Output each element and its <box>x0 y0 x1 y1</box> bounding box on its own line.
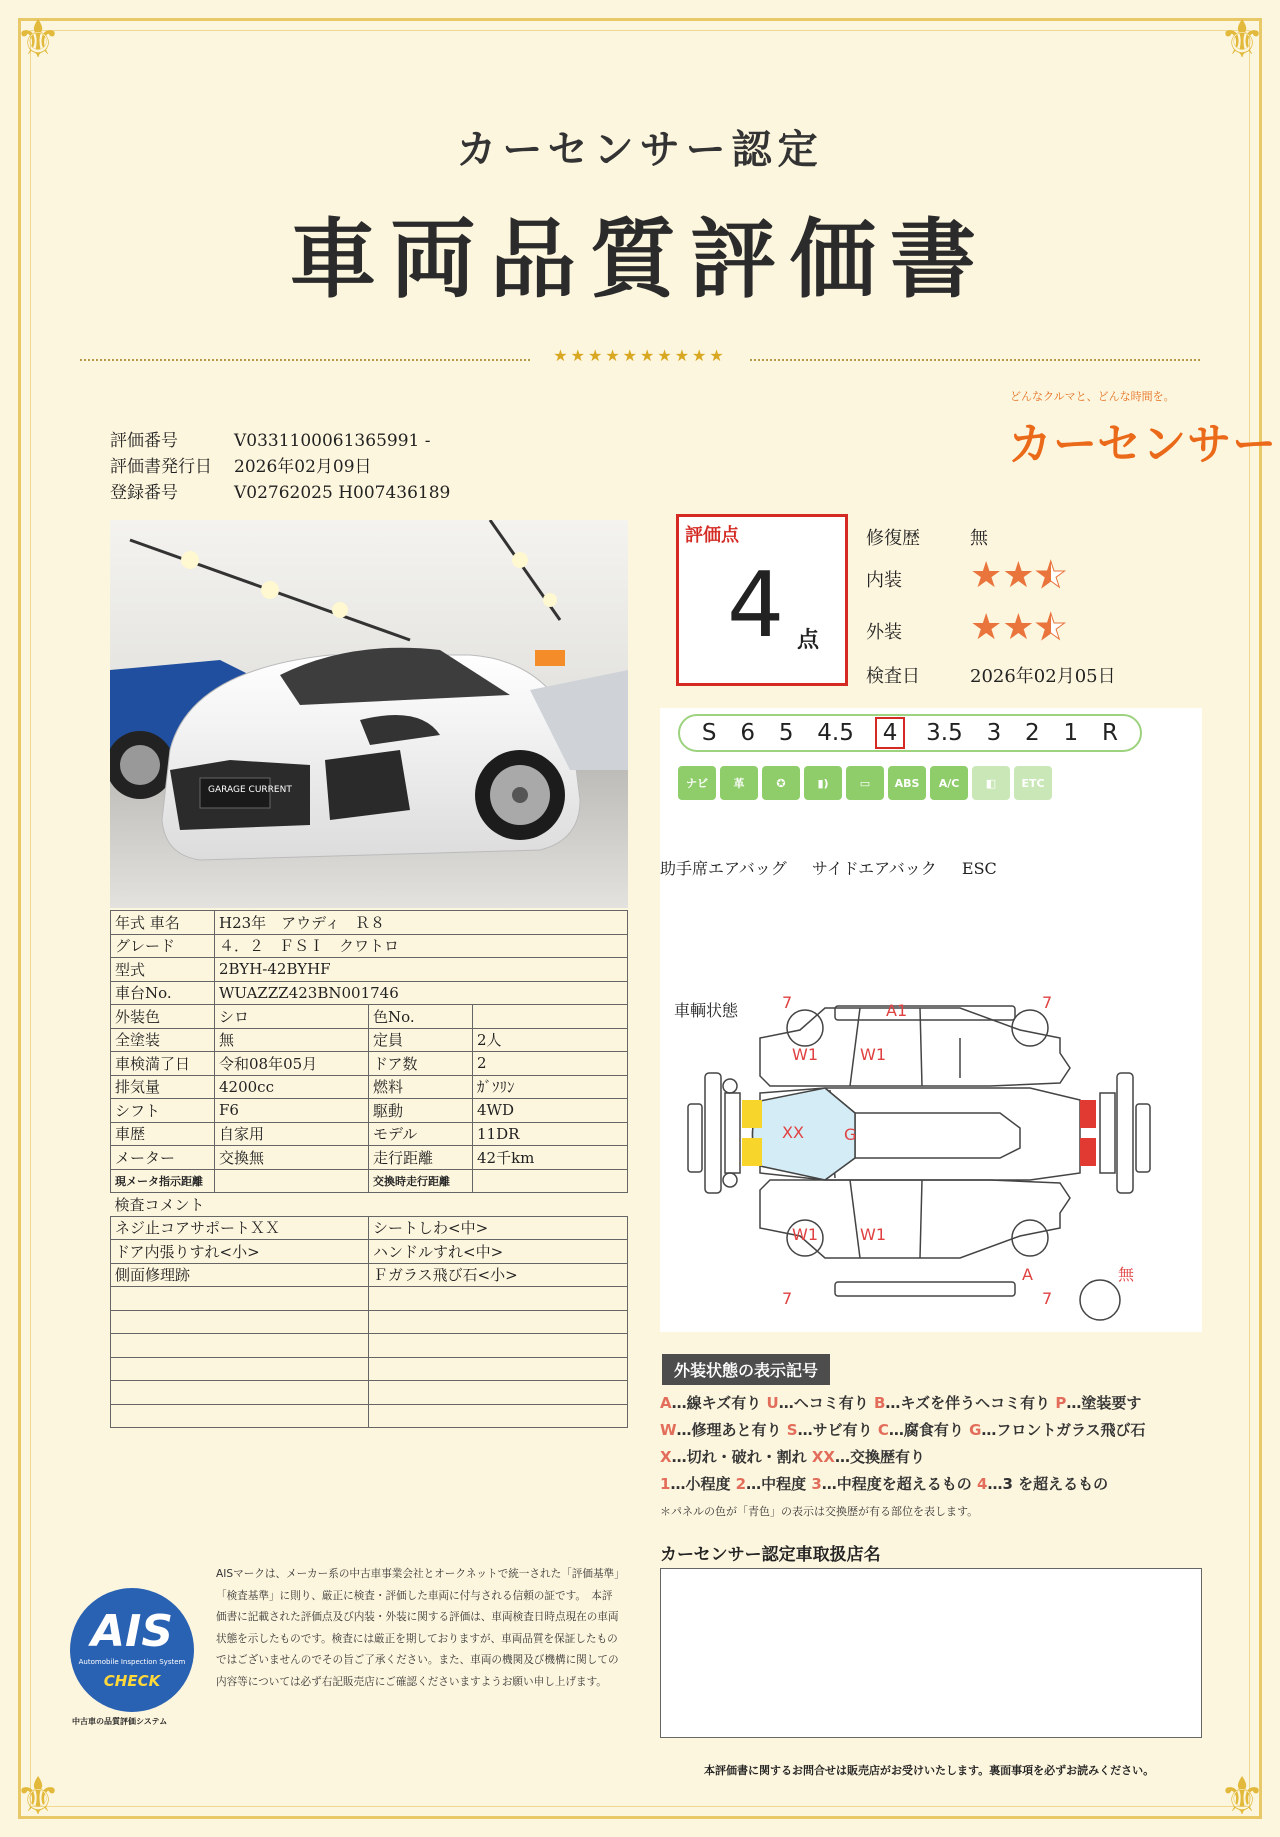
legend-code: A <box>660 1394 672 1412</box>
spec-label: 型式 <box>111 958 215 982</box>
sunroof-icon: ▭ <box>846 766 884 800</box>
spec-label: メーター <box>111 1146 215 1170</box>
table-row <box>111 1169 628 1193</box>
evaluation-panel <box>660 708 1202 1332</box>
grade-scale-item: 3 <box>986 720 1002 746</box>
grade-scale-item: 5 <box>778 720 794 746</box>
spec-current-meter <box>215 1169 369 1193</box>
ais-logo <box>70 1588 194 1712</box>
panel-marker-red <box>1080 1138 1096 1166</box>
repair-history-value: 無 <box>970 528 988 549</box>
corner-ornament-icon: ⚜ <box>14 10 62 70</box>
legend-desc: …修理あと有り <box>676 1421 787 1439</box>
table-row <box>111 1099 628 1123</box>
spec-label: シフト <box>111 1099 215 1123</box>
panel-marker-yellow <box>742 1100 762 1128</box>
star-icon: ★ <box>970 555 1003 596</box>
meta-label: 登録番号 <box>110 483 178 503</box>
inspection-comment <box>369 1381 628 1405</box>
spec-doors: 2 <box>473 1052 628 1076</box>
legend-code: S <box>786 1421 798 1439</box>
inspection-date-row <box>866 662 1116 688</box>
ais-caption: 中古車の品質評価システム <box>72 1717 168 1726</box>
inspection-comment: ドア内張りすれ<小> <box>111 1240 369 1264</box>
divider-stars-icon: ★★★★★★★★★★ <box>553 346 727 365</box>
meta-label: 評価書発行日 <box>110 457 212 477</box>
legend-code: G <box>969 1421 982 1439</box>
spec-exchange-mileage <box>473 1169 628 1193</box>
comment-row <box>111 1334 628 1358</box>
grade-scale-item: 4.5 <box>817 720 854 746</box>
inspection-date-value: 2026年02月05日 <box>970 666 1116 687</box>
navi-icon: ナビ <box>678 766 716 800</box>
legend-desc: …ヘコミ有り <box>778 1394 874 1412</box>
table-row <box>111 981 628 1005</box>
panel-marker-yellow <box>742 1138 762 1166</box>
table-row <box>111 1193 628 1217</box>
score-unit: 点 <box>797 627 820 653</box>
alloy-wheel-icon: ✪ <box>762 766 800 800</box>
legend-desc: …サビ有り <box>797 1421 878 1439</box>
legend-desc: …塗装要す <box>1066 1394 1142 1412</box>
inspection-comment <box>369 1357 628 1381</box>
comment-row <box>111 1310 628 1334</box>
air-conditioner-icon: A/C <box>930 766 968 800</box>
spec-label: 車台No. <box>111 981 215 1005</box>
corner-ornament-icon: ⚜ <box>1218 10 1266 70</box>
star-icon: ★ <box>970 607 1003 648</box>
ais-logo-sub: Automobile Inspection System <box>78 1658 186 1666</box>
ais-description: AISマークは、メーカー系の中古車事業会社とオークネットで統一された「評価基準」「検査基準」に則り、厳正に検査・評価した車両に付与される信頼の証です。 本評価書に記載された評価点及び内装・外装に関する評価は、車両検査日時点現在の車両状態を示したものです。検査には厳正を期しておりますが、車両品質を保証したものではございませんのでその旨ご了承ください。また、車両の機関及び機構に関しての内容等については必ず右記販売店にご確認くださいますようお願い申し上げます。 <box>216 1568 620 1688</box>
legend-desc: …小程度 <box>670 1475 736 1493</box>
table-row <box>111 1122 628 1146</box>
score-label: 評価点 <box>685 525 739 546</box>
spec-grade: ４．２ ＦＳＩ クワトロ <box>215 934 628 958</box>
smart-key-icon: ▮) <box>804 766 842 800</box>
comment-row <box>111 1216 628 1240</box>
spec-label: グレード <box>111 934 215 958</box>
half-star-icon: ★ <box>1034 555 1067 596</box>
legend-desc: …キズを伴うヘコミ有り <box>885 1394 1056 1412</box>
legend-code: X <box>660 1448 672 1466</box>
damage-mark: G <box>844 1125 857 1144</box>
spec-label: ドア数 <box>369 1052 473 1076</box>
legend-code: XX <box>811 1448 835 1466</box>
table-row <box>111 934 628 958</box>
inspection-comment <box>369 1287 628 1311</box>
spec-color-no <box>473 1005 628 1029</box>
comment-row <box>111 1357 628 1381</box>
ornamental-divider <box>80 346 1200 368</box>
inspection-comment: ネジ止コアサポートＸＸ <box>111 1216 369 1240</box>
damage-mark: 7 <box>1042 993 1053 1012</box>
comment-row <box>111 1263 628 1287</box>
table-row <box>111 1052 628 1076</box>
leather-seat-icon: 革 <box>720 766 758 800</box>
legend-desc: …腐食有り <box>888 1421 970 1439</box>
brand-tagline: どんなクルマと、どんな時間を。 <box>1010 390 1175 403</box>
comment-row <box>111 1404 628 1428</box>
damage-mark: W1 <box>860 1045 886 1064</box>
damage-mark: A1 <box>886 1001 908 1020</box>
legend-desc: …線キズ有り <box>671 1394 767 1412</box>
repair-history-label: 修復歴 <box>866 528 920 549</box>
option-item: ESC <box>961 859 997 878</box>
grade-scale-item: 3.5 <box>926 720 963 746</box>
half-star-icon: ★ <box>1034 607 1067 648</box>
comment-row <box>111 1240 628 1264</box>
inspection-comment <box>111 1381 369 1405</box>
abs-icon: ABS <box>888 766 926 800</box>
interior-label: 内装 <box>866 570 902 591</box>
spec-year-model: H23年 アウディ Ｒ８ <box>215 911 628 935</box>
exterior-rating <box>970 608 1067 648</box>
spec-label: 交換時走行距離 <box>369 1169 473 1193</box>
damage-mark: 7 <box>1042 1289 1053 1308</box>
table-row <box>111 958 628 982</box>
inspection-comment <box>111 1287 369 1311</box>
inspection-date-label: 検査日 <box>866 666 920 687</box>
back-camera-icon: ◧ <box>972 766 1010 800</box>
inspection-comment <box>369 1404 628 1428</box>
meta-row <box>110 480 450 506</box>
legend-code: 3 <box>811 1475 822 1493</box>
inspection-comment <box>369 1310 628 1334</box>
issue-date: 2026年02月09日 <box>234 457 372 477</box>
star-icon: ★ <box>1002 607 1035 648</box>
comment-row <box>111 1381 628 1405</box>
legend-code: U <box>766 1394 779 1412</box>
spec-type: 2BYH-42BYHF <box>215 958 628 982</box>
inspection-comment <box>111 1357 369 1381</box>
vehicle-photo <box>110 520 628 908</box>
brand-logo: カーセンサー <box>1008 419 1278 470</box>
spec-label: 車歴 <box>111 1122 215 1146</box>
spec-color: シロ <box>215 1005 369 1029</box>
legend-title: 外装状態の表示記号 <box>662 1354 830 1385</box>
inspection-comment <box>111 1404 369 1428</box>
legend-code: B <box>873 1394 886 1412</box>
repair-history-row <box>866 524 988 550</box>
spec-label: 燃料 <box>369 1075 473 1099</box>
option-item: サイドエアバック <box>811 859 937 878</box>
footer-note: 本評価書に関するお問合せは販売店がお受けいたします。裏面事項を必ずお読みください。 <box>704 1764 1155 1777</box>
spec-shift: F6 <box>215 1099 369 1123</box>
grade-scale-item: 2 <box>1025 720 1040 746</box>
legend-line <box>660 1417 1146 1444</box>
spec-model: 11DR <box>473 1122 628 1146</box>
meta-row <box>110 428 450 454</box>
grade-scale-item: R <box>1101 720 1118 746</box>
legend-desc: …中程度 <box>746 1475 812 1493</box>
legend-line <box>660 1444 1146 1471</box>
vehicle-condition-diagram <box>660 708 1202 1332</box>
panel-marker-red <box>1080 1100 1096 1128</box>
legend-desc: …切れ・破れ・割れ <box>671 1448 812 1466</box>
spec-label: 外装色 <box>111 1005 215 1029</box>
corner-ornament-icon: ⚜ <box>14 1767 62 1827</box>
inspection-comment-title: 検査コメント <box>111 1193 628 1217</box>
ais-check-text: CHECK <box>103 1672 161 1690</box>
grade-scale-item: 6 <box>740 720 755 746</box>
spec-drive: 4WD <box>473 1099 628 1123</box>
legend-desc: …3 を超えるもの <box>987 1475 1109 1493</box>
spec-label: 現メータ指示距離 <box>111 1169 215 1193</box>
table-row <box>111 1028 628 1052</box>
table-row <box>111 911 628 935</box>
spec-displacement: 4200cc <box>215 1075 369 1099</box>
spec-label: 車検満了日 <box>111 1052 215 1076</box>
spec-label: 年式 車名 <box>111 911 215 935</box>
option-item: 助手席エアバッグ <box>660 859 787 878</box>
exterior-label: 外装 <box>866 622 902 643</box>
spec-label: モデル <box>369 1122 473 1146</box>
inspection-comment <box>111 1310 369 1334</box>
spec-label: 色No. <box>369 1005 473 1029</box>
spec-meter: 交換無 <box>215 1146 369 1170</box>
inspection-comment <box>369 1334 628 1358</box>
grade-scale-item-selected: 4 <box>875 717 906 749</box>
inspection-comment: Ｆガラス飛び石<小> <box>369 1263 628 1287</box>
table-row <box>111 1005 628 1029</box>
grade-scale-item: S <box>701 720 717 746</box>
etc-icon: ETC <box>1014 766 1052 800</box>
table-row <box>111 1146 628 1170</box>
spec-label: 駆動 <box>369 1099 473 1123</box>
registration-number: V02762025 H007436189 <box>234 483 451 503</box>
grade-scale-item: 1 <box>1063 720 1079 746</box>
dealer-title: カーセンサー認定車取扱店名 <box>660 1545 881 1565</box>
legend-note: ＊パネルの色が「青色」の表示は交換歴が有る部位を表します。 <box>660 1505 979 1518</box>
damage-mark: W1 <box>792 1045 818 1064</box>
spec-fuel: ｶﾞｿﾘﾝ <box>473 1075 628 1099</box>
overall-score-box <box>676 514 848 686</box>
damage-mark: 無 <box>1118 1265 1135 1284</box>
spec-history: 自家用 <box>215 1122 369 1146</box>
document-meta <box>110 428 450 506</box>
ais-logo-text: AIS <box>90 1606 174 1657</box>
spec-label: 走行距離 <box>369 1146 473 1170</box>
vehicle-spec-table <box>110 910 628 1428</box>
spec-mileage: 42千km <box>473 1146 628 1170</box>
spec-label: 排気量 <box>111 1075 215 1099</box>
damage-mark: XX <box>782 1123 804 1142</box>
corner-ornament-icon: ⚜ <box>1218 1767 1266 1827</box>
meta-row <box>110 454 450 480</box>
legend-line <box>660 1471 1146 1498</box>
damage-mark: W1 <box>792 1225 818 1244</box>
legend <box>660 1390 1146 1525</box>
damage-mark: W1 <box>860 1225 886 1244</box>
legend-desc: …交換歴有り <box>834 1448 925 1466</box>
damage-mark: A <box>1022 1265 1033 1284</box>
legend-code: P <box>1055 1394 1067 1412</box>
spec-label: 全塗装 <box>111 1028 215 1052</box>
legend-code: W <box>660 1421 677 1439</box>
legend-code: 4 <box>977 1475 988 1493</box>
damage-mark: 7 <box>782 993 793 1012</box>
meta-label: 評価番号 <box>110 431 178 451</box>
legend-line <box>660 1390 1146 1417</box>
legend-code: C <box>877 1421 889 1439</box>
dealer-plate: GARAGE CURRENT <box>208 785 292 795</box>
table-row <box>111 1075 628 1099</box>
damage-mark: 7 <box>782 1289 793 1308</box>
legend-code: 1 <box>660 1475 671 1493</box>
spec-chassis: WUAZZZ423BN001746 <box>215 981 628 1005</box>
star-icon: ★ <box>1002 555 1035 596</box>
vehicle-diagram-label: 車輌状態 <box>674 1001 739 1020</box>
inspection-comment: シートしわ<中> <box>369 1216 628 1240</box>
interior-rating <box>970 556 1067 596</box>
inspection-comment: 側面修理跡 <box>111 1263 369 1287</box>
spec-inspection-expiry: 令和08年05月 <box>215 1052 369 1076</box>
certificate-subtitle: カーセンサー認定 <box>456 126 824 173</box>
legend-desc: …中程度を超えるもの <box>821 1475 978 1493</box>
legend-desc: …フロントガラス飛び石 <box>981 1421 1146 1439</box>
spec-repaint: 無 <box>215 1028 369 1052</box>
inspection-comment: ハンドルすれ<中> <box>369 1240 628 1264</box>
interior-row <box>866 566 902 592</box>
legend-code: 2 <box>735 1475 747 1493</box>
inspection-comment <box>111 1334 369 1358</box>
spec-capacity: 2人 <box>473 1028 628 1052</box>
certificate-title: 車両品質評価書 <box>290 209 990 310</box>
evaluation-number: V0331100061365991 - <box>234 431 431 451</box>
exterior-row <box>866 618 902 644</box>
spec-label: 定員 <box>369 1028 473 1052</box>
score-value: 4 <box>727 553 785 658</box>
comment-row <box>111 1287 628 1311</box>
dealer-name-box <box>660 1568 1202 1738</box>
